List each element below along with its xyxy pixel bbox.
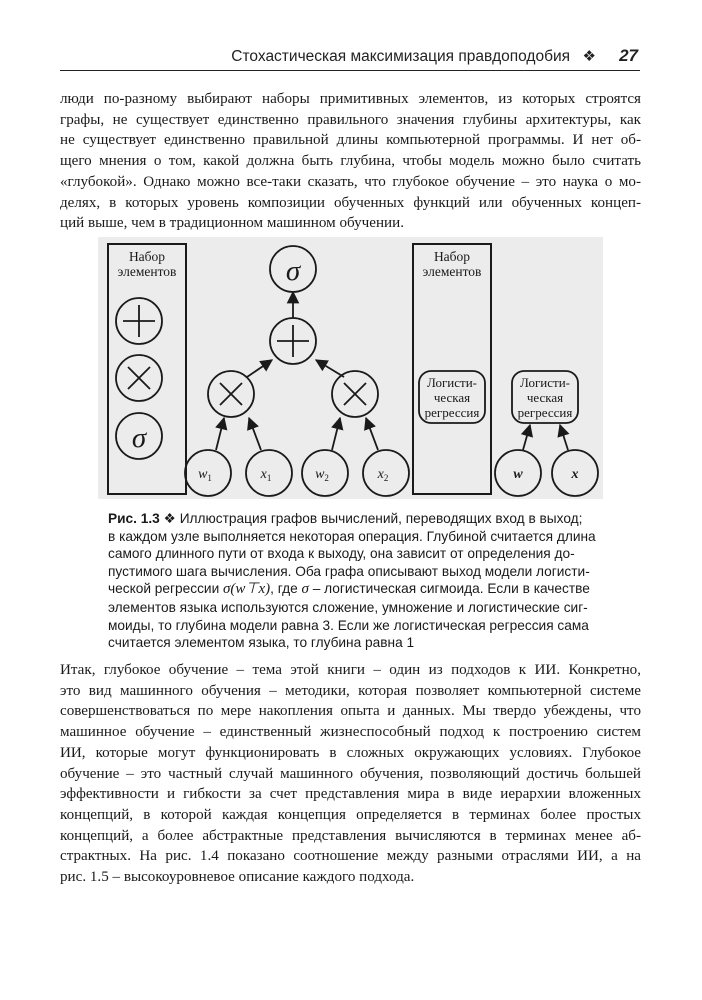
caption-line: пустимого шага вычисления. Оба графа описывают выход модели логисти- [108, 563, 590, 579]
element-set-panel-right [413, 244, 491, 494]
body-paragraph-1 [60, 89, 641, 234]
ornament-icon: ❖ [582, 47, 596, 65]
sigmoid-node [270, 246, 316, 292]
caption-line: моиды, то глубина модели равна 3. Если же логистическая регрессия сама [108, 617, 589, 633]
text-line: ИИ, которые могут функционировать в сложных окружающих условиях. Глубокое [60, 744, 641, 761]
text-line: делях, в которых уровень композиции обученных функций или обученных концеп- [60, 194, 641, 211]
input-label: $x_1$ [260, 467, 272, 483]
logreg-label-line: Логисти- [426, 375, 478, 390]
logistic-regression-node [512, 371, 578, 423]
input-node-x2 [363, 450, 409, 496]
caption-line: самого длинного пути от входа к выходу, она зависит от определения до- [108, 546, 575, 562]
text-line: ций выше, чем в традиционном машинном обучении. [60, 215, 404, 232]
add-node [270, 318, 316, 364]
header-title: Стохастическая максимизация правдоподобия [231, 48, 570, 65]
text-line: концепций, а более абстрактные представления вычисляются в терминах менее аб- [60, 827, 641, 844]
computational-graph-figure [98, 237, 603, 499]
text-line: совершенствоваться по мере накопления опыта и данных. Мы твердо убеждены, что [60, 703, 641, 720]
caption-line: элементов языка используются сложение, умножение и логистические сиг- [108, 599, 588, 615]
input-node-w1 [185, 450, 231, 496]
formula: σ(w⊤x) [223, 581, 271, 598]
input-label: w [513, 467, 523, 482]
input-node-x [552, 450, 598, 496]
input-label: $x_2$ [377, 467, 389, 483]
caption-label: Рис. 1.3 [108, 511, 160, 526]
logreg-label-line: регрессия [517, 405, 573, 420]
figure-caption [108, 510, 596, 652]
running-header [60, 44, 640, 71]
logreg-label-line: регрессия [424, 405, 480, 420]
logreg-label-line: Логисти- [519, 375, 571, 390]
sigma-symbol: σ [131, 422, 147, 454]
text-line: рис. 1.5 – высокоуровневое описание каждого подхода. [60, 869, 415, 886]
text-line: страктных. На рис. 1.4 показано соотношение между разными отраслями ИИ, а на [60, 848, 641, 865]
sigma-symbol: σ [285, 255, 301, 287]
element-set-panel-left [108, 244, 186, 494]
ornament-icon: ❖ [163, 511, 176, 526]
caption-line: Рис. 1.3 ❖ Иллюстрация графов вычислений, переводящих вход в выход; [108, 511, 583, 526]
multiply-node-left [208, 371, 254, 417]
text-line: Итак, глубокое обучение – тема этой книги – один из подходов к ИИ. Конкретно, [60, 662, 641, 678]
input-label: x [571, 467, 579, 482]
text-line: «глубокой». Однако можно все-таки сказать, что глубокое обучение – это наука о мо- [60, 173, 641, 190]
text-line: машинное обучение – единственный жизнеспособный подход к построению систем [60, 724, 641, 741]
body-paragraph-2 [60, 660, 641, 888]
logreg-label-line: ческая [526, 390, 564, 405]
page-number: 27 [619, 46, 638, 65]
panel-title-line: Набор [433, 249, 471, 264]
text-line: не существует единственно правильной длины компьютерной программы. И нет об- [60, 132, 641, 149]
input-label: $w_1$ [198, 467, 212, 483]
text-line: обучение – это частный случай машинного обучения, позволяющий достичь большей [60, 765, 641, 782]
text-line: щего мнения о том, какой должна быть глубина, чтобы модель можно было считать [60, 153, 641, 170]
text-line: концепций, в которой каждая концепция определяется в терминах более простых [60, 806, 641, 823]
caption-line: считается элементом языка, то глубина равна 1 [108, 635, 415, 651]
caption-line: в каждом узле выполняется некоторая операция. Глубиной считается длина [108, 528, 596, 544]
panel-title-line: элементов [422, 264, 482, 279]
panel-title-line: элементов [117, 264, 177, 279]
input-node-w2 [302, 450, 348, 496]
text-line: графы, не существует единственно правильного значения глубины архитектуры, как [60, 111, 641, 128]
panel-title-line: Набор [128, 249, 166, 264]
input-node-x1 [246, 450, 292, 496]
multiply-node-right [332, 371, 378, 417]
caption-line: ческой регрессии σ(w⊤x), где σ – логистическая сигмоида. Если в качестве [108, 581, 590, 598]
text-line: люди по-разному выбирают наборы примитивных элементов, из которых строятся [60, 91, 641, 107]
text-line: эффективности и гибкости за счет представления мира в виде иерархии вложенных [60, 786, 641, 803]
input-label: $w_2$ [315, 467, 329, 483]
text-line: это вид машинного обучения – методики, которая позволяет компьютерной системе [60, 682, 641, 699]
logreg-label-line: ческая [433, 390, 471, 405]
input-node-w [495, 450, 541, 496]
